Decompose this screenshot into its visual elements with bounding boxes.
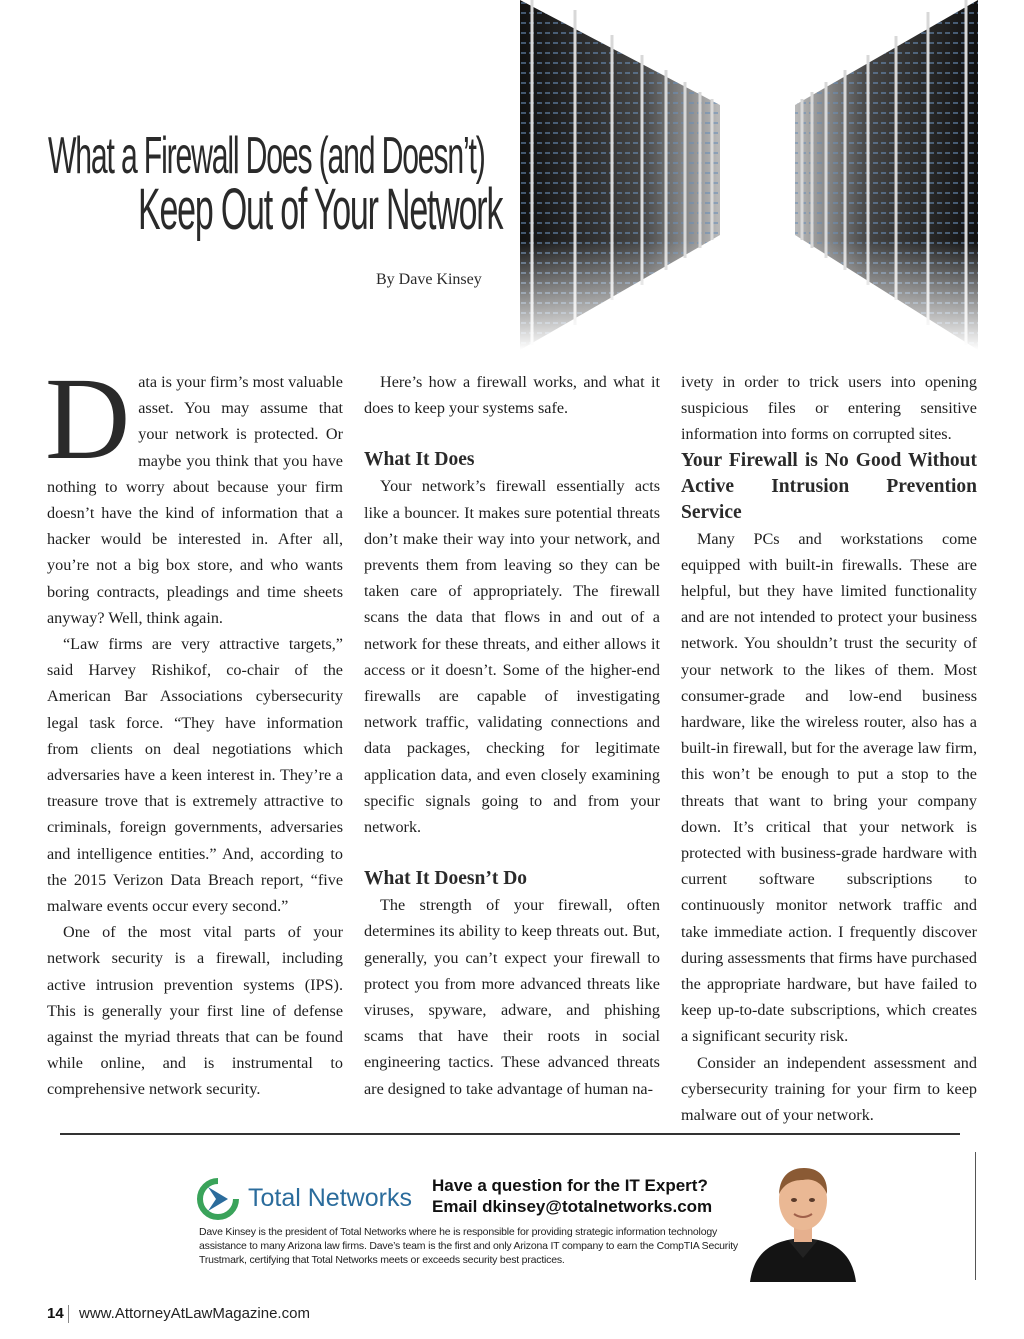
divider bbox=[975, 1152, 976, 1280]
server-racks-image bbox=[520, 0, 978, 350]
article-column-1 bbox=[45, 353, 343, 1103]
drop-cap: D bbox=[45, 353, 131, 484]
article-column-2 bbox=[364, 369, 660, 1102]
section-heading: What It Doesn’t Do bbox=[364, 868, 528, 890]
byline: By Dave Kinsey bbox=[376, 271, 482, 288]
article-column-3 bbox=[681, 369, 977, 1128]
article-title-line2: Keep Out of Your Network bbox=[138, 177, 503, 242]
page-number: 14 bbox=[47, 1305, 64, 1322]
paragraph: Consider an independent assessment and cybersecurity training for your firm to keep malware out of your network. bbox=[681, 1053, 977, 1125]
total-networks-logo-icon bbox=[196, 1177, 240, 1221]
section-heading: What It Does bbox=[364, 449, 475, 471]
article-title-line1: What a Firewall Does (and Doesn’t) bbox=[48, 127, 485, 185]
author-photo bbox=[748, 1160, 858, 1282]
ad-question: Have a question for the IT Expert? bbox=[432, 1176, 708, 1195]
paragraph: Your network’s firewall essentially acts like a bouncer. It makes sure potential threats don’t make their way into your network, and prevents them from leaving so they can be taken care of appropriately. The firewall scans the data that flows in and out of a network for these threats, and either allows it access or it doesn’t. Some of the higher-end firewalls are capable of investigating network traffic, validating connections and data packages, checking for legitimate application data, and even closely examining specific signals going to and from your network. bbox=[364, 477, 660, 837]
paragraph: Here’s how a firewall works, and what it does to keep your systems safe. bbox=[364, 373, 660, 418]
paragraph: One of the most vital parts of your network security is a firewall, including active intrusion prevention systems (IPS). This is generally your first line of defense against the myriad threats that can be found while online, and is instrumental to comprehensive network security. bbox=[47, 923, 343, 1099]
paragraph: Data is your firm’s most valuable asset. You may assume that your network is protected. Or maybe you think that you have nothing to worry about because your firm doesn’t have the kind of information that a hacker would be interested in. After all, you’re not a big box store, and who wants boring contracts, pleadings and time sheets anyway? Well, think again. bbox=[45, 353, 343, 627]
divider bbox=[68, 1305, 69, 1323]
divider bbox=[60, 1133, 960, 1135]
paragraph: ivety in order to trick users into opening suspicious files or entering sensitive information into forms on corrupted sites. bbox=[681, 373, 977, 444]
brand-name: Total Networks bbox=[248, 1184, 412, 1212]
paragraph: The strength of your firewall, often determines its ability to keep threats out. But, generally, you can’t expect your firewall to protect you from more advanced threats like viruses, spyware, adware, and phishing scams that have their roots in social engineering tactics. These advanced threats are designed to take advantage of human na- bbox=[364, 896, 660, 1098]
author-bio: Dave Kinsey is the president of Total Networks where he is responsible for providing strategic information technology assistance to many Arizona law firms. Dave’s team is the first and only Arizona IT company to earn the CompTIA Security Trustmark, certifying that Total Networks meets or exceeds security best practices. bbox=[199, 1226, 738, 1266]
section-heading: Your Firewall is No Good Without Active Intrusion Prevention Service bbox=[681, 449, 977, 523]
website-link[interactable]: www.AttorneyAtLawMagazine.com bbox=[79, 1305, 310, 1322]
ad-email[interactable]: Email dkinsey@totalnetworks.com bbox=[432, 1197, 713, 1216]
paragraph: Many PCs and workstations come equipped with built-in firewalls. These are helpful, but they have limited functionality and are not intended to protect your business network. You shouldn’t trust the security of your network to the likes of them. Most consumer-grade and low-end business hardware, like the wireless router, also has a built-in firewall, but for the average law firm, this won’t be enough to put a stop to the threats that want to bring your company down. It’s critical that your network is protected with business-grade hardware with current software subscriptions to continuously monitor network traffic and take immediate action. I frequently discover during assessments that firms have purchased the appropriate hardware, but have failed to keep up-to-date subscriptions, which creates a significant security risk. bbox=[681, 529, 977, 1046]
paragraph: “Law firms are very attractive targets,” said Harvey Rishikof, co-chair of the American Bar Associations cybersecurity legal task force. “They have information from clients on deal negotiations which adversaries have a keen interest in. They’re a treasure trove that is extremely attractive to criminals, foreign governments, adversaries and intelligence entities.” And, according to the 2015 Verizon Data Breach report, “five malware events occur every second.” bbox=[47, 635, 343, 916]
